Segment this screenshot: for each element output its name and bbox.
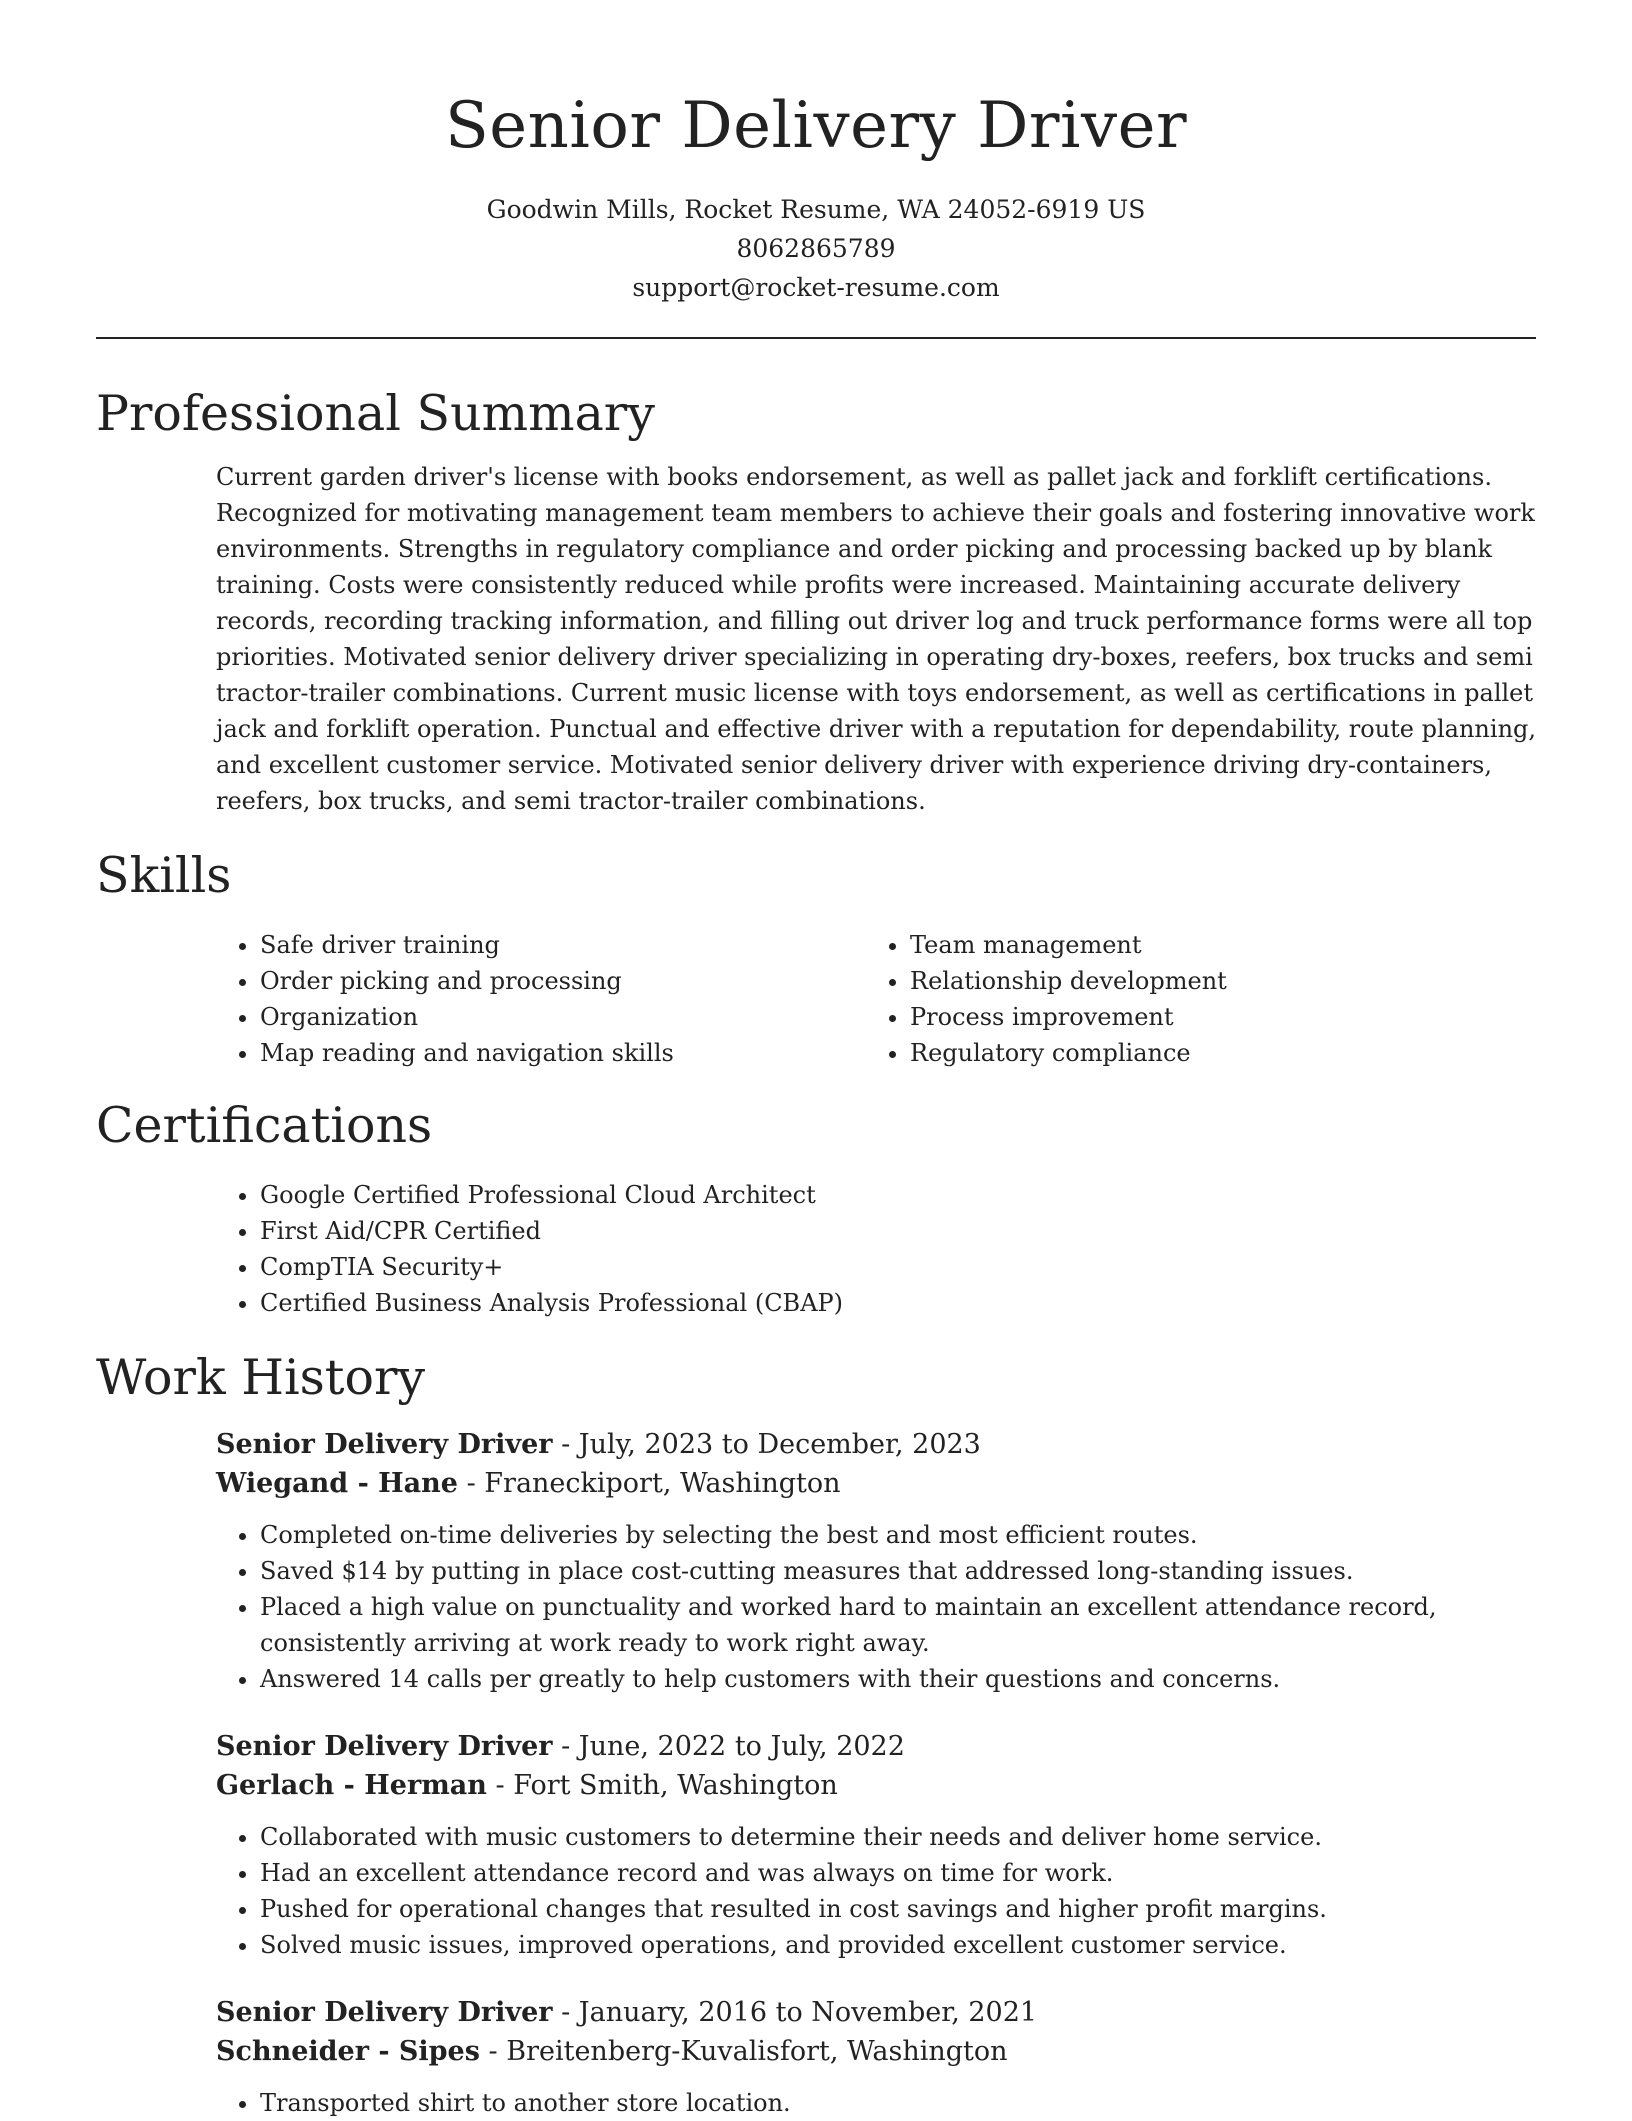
contact-address: Goodwin Mills, Rocket Resume, WA 24052-6919 US	[486, 195, 1146, 224]
job-employer-line	[216, 1766, 1536, 1805]
certification-item: • First Aid/CPR Certified	[260, 1213, 1536, 1249]
job-bullet: • Completed on-time deliveries by selecting the best and most efficient routes.	[260, 1517, 1536, 1553]
job-entry	[216, 1425, 1536, 1697]
job-employer: Wiegand - Hane	[216, 1468, 458, 1499]
job-bullet: • Had an excellent attendance record and was always on time for work.	[260, 1855, 1536, 1891]
skills-heading: Skills	[96, 847, 232, 904]
job-employer: Schneider - Sipes	[216, 2036, 480, 2067]
job-bullet: • Collaborated with music customers to determine their needs and deliver home service.	[260, 1819, 1536, 1855]
job-bullet: • Answered 14 calls per greatly to help customers with their questions and concerns.	[260, 1661, 1536, 1697]
skills-section	[96, 927, 1536, 1071]
job-location: Franeckiport, Washington	[484, 1468, 841, 1499]
job-title-line	[216, 1425, 1536, 1464]
skill-item: • Relationship development	[910, 963, 1516, 999]
resume-page	[96, 0, 1536, 2121]
skill-item: • Safe driver training	[260, 927, 866, 963]
job-title-line	[216, 1727, 1536, 1766]
job-employer-line	[216, 2032, 1536, 2071]
job-bullet: • Solved music issues, improved operations, and provided excellent customer service.	[260, 1927, 1536, 1963]
job-separator: -	[458, 1468, 485, 1499]
job-separator: -	[486, 1770, 514, 1801]
contact-email: support@rocket-resume.com	[632, 273, 1000, 302]
skill-item: • Process improvement	[910, 999, 1516, 1035]
work-history-heading: Work History	[96, 1349, 426, 1406]
skill-item: • Organization	[260, 999, 866, 1035]
job-bullet: • Pushed for operational changes that resulted in cost savings and higher profit margins.	[260, 1891, 1536, 1927]
job-entry	[216, 1727, 1536, 1963]
skills-column-right	[866, 927, 1516, 1071]
skills-list-left	[216, 927, 866, 1071]
skill-item: • Map reading and navigation skills	[260, 1035, 866, 1071]
skills-grid	[216, 927, 1536, 1071]
job-separator: -	[479, 2036, 507, 2067]
job-dates: January, 2016 to November, 2021	[578, 1997, 1038, 2028]
certifications-section	[96, 1177, 1536, 1321]
resume-title: Senior Delivery Driver	[444, 89, 1188, 163]
skills-column-left	[216, 927, 866, 1071]
job-role: Senior Delivery Driver	[216, 1429, 553, 1460]
job-bullet: • Transported shirt to another store location.	[260, 2085, 1536, 2121]
skill-item: • Order picking and processing	[260, 963, 866, 999]
job-bullets	[216, 2085, 1536, 2121]
header-divider	[96, 337, 1536, 339]
skill-item: • Team management	[910, 927, 1516, 963]
summary-heading: Professional Summary	[96, 385, 655, 442]
skills-list-right	[866, 927, 1516, 1071]
job-bullets	[216, 1517, 1536, 1697]
job-separator: -	[552, 1731, 579, 1762]
job-role: Senior Delivery Driver	[216, 1731, 553, 1762]
job-bullets	[216, 1819, 1536, 1963]
contact-phone: 8062865789	[736, 234, 896, 263]
job-bullet: • Placed a high value on punctuality and worked hard to maintain an excellent attendance record, consistently arriving at work ready to work right away.	[260, 1589, 1536, 1661]
summary-text: Current garden driver's license with books endorsement, as well as pallet jack and forklift certifications. Recognized for motivating management team members to achieve their goals and fostering innovative work environments. Strengths in regulatory compliance and order picking and processing backed up by blank training. Costs were consistently reduced while profits were increased. Maintaining accurate delivery records, recording tracking information, and filling out driver log and truck performance forms were all top priorities. Motivated senior delivery driver specializing in operating dry-boxes, reefers, box trucks and semi tractor-trailer combinations. Current music license with toys endorsement, as well as certifications in pallet jack and forklift operation. Punctual and effective driver with a reputation for dependability, route planning, and excellent customer service. Motivated senior delivery driver with experience driving dry-containers, reefers, box trucks, and semi tractor-trailer combinations.	[216, 463, 1537, 815]
certification-item: • Google Certified Professional Cloud Architect	[260, 1177, 1536, 1213]
certifications-list	[216, 1177, 1536, 1321]
certification-item: • Certified Business Analysis Professional (CBAP)	[260, 1285, 1536, 1321]
job-location: Fort Smith, Washington	[513, 1770, 838, 1801]
job-employer: Gerlach - Herman	[216, 1770, 487, 1801]
job-entry	[216, 1993, 1536, 2121]
job-location: Breitenberg-Kuvalisfort, Washington	[506, 2036, 1008, 2067]
job-separator: -	[552, 1429, 579, 1460]
job-title-line	[216, 1993, 1536, 2032]
skill-item: • Regulatory compliance	[910, 1035, 1516, 1071]
summary-section	[96, 459, 1536, 819]
job-separator: -	[552, 1997, 579, 2028]
job-bullet: • Saved $14 by putting in place cost-cutting measures that addressed long-standing issues.	[260, 1553, 1536, 1589]
certifications-heading: Certifications	[96, 1097, 433, 1154]
resume-header	[96, 0, 1536, 307]
contact-block	[96, 190, 1536, 307]
certification-item: • CompTIA Security+	[260, 1249, 1536, 1285]
job-role: Senior Delivery Driver	[216, 1997, 553, 2028]
job-dates: July, 2023 to December, 2023	[578, 1429, 981, 1460]
job-dates: June, 2022 to July, 2022	[578, 1731, 905, 1762]
job-employer-line	[216, 1464, 1536, 1503]
work-history-section	[96, 1425, 1536, 2121]
